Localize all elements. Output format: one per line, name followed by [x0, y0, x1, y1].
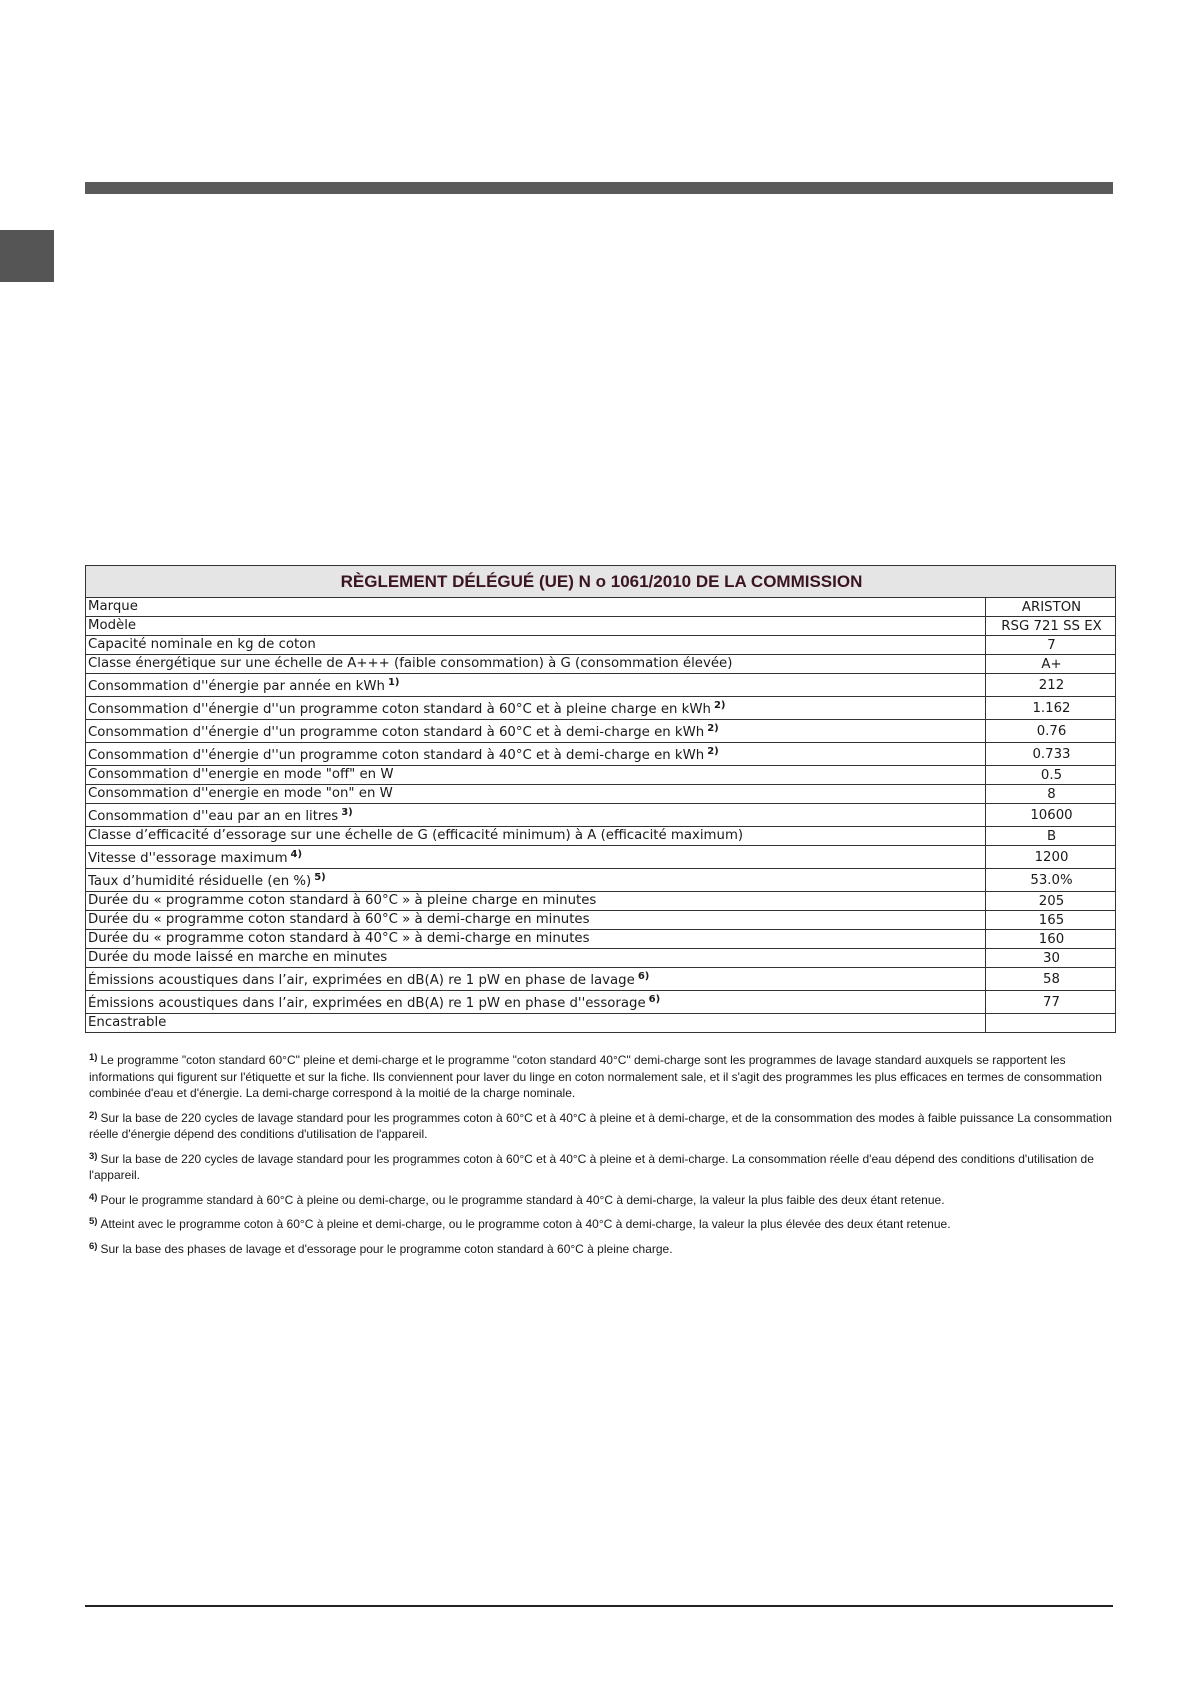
footnote-text: Sur la base des phases de lavage et d'essorage pour le programme coton standard à 60°C à pleine charge. [100, 1241, 673, 1256]
table-title: RÈGLEMENT DÉLÉGUÉ (UE) N o 1061/2010 DE LA COMMISSION [86, 566, 1116, 598]
header-bar [85, 182, 1113, 194]
row-label [86, 617, 986, 636]
footnote-ref: 6) [637, 971, 650, 982]
product-fiche-table [85, 565, 1116, 1033]
table-row [86, 598, 1116, 617]
row-value: ARISTON [986, 598, 1116, 617]
table-row [86, 766, 1116, 785]
row-label-text: Vitesse d''essorage maximum [88, 851, 288, 866]
row-value: RSG 721 SS EX [986, 617, 1116, 636]
row-value: 8 [986, 785, 1116, 804]
footnote-text: Pour le programme standard à 60°C à pleine ou demi-charge, ou le programme standard à 40°C à demi-charge, la valeur la plus faible des deux étant retenue. [100, 1192, 945, 1207]
row-label-text: Capacité nominale en kg de coton [88, 637, 316, 652]
footnote-number: 1) [89, 1052, 98, 1063]
table-row [86, 846, 1116, 869]
table-row [86, 617, 1116, 636]
footnote [89, 1149, 1114, 1184]
table-row [86, 968, 1116, 991]
table-row [86, 1014, 1116, 1033]
row-label [86, 827, 986, 846]
footnote-ref: 2) [707, 723, 719, 734]
row-label [86, 674, 986, 697]
row-label-text: Durée du « programme coton standard à 60°C » à demi-charge en minutes [88, 912, 590, 927]
footnote-text: Atteint avec le programme coton à 60°C à pleine et demi-charge, ou le programme coton à 40°C à demi-charge, la valeur la plus élevée des deux étant retenue. [100, 1217, 951, 1231]
footnote-ref: 3) [341, 807, 353, 818]
row-value: 1200 [986, 846, 1116, 869]
row-label-text: Émissions acoustiques dans l’air, exprimées en dB(A) re 1 pW en phase de lavage [88, 973, 635, 988]
footnote-ref: 6) [648, 994, 661, 1005]
row-label [86, 804, 986, 827]
table-row [86, 930, 1116, 949]
row-label [86, 1014, 986, 1033]
row-label-text: Classe énergétique sur une échelle de A+++ (faible consommation) à G (consommation élevée) [88, 656, 733, 671]
row-label-text: Consommation d''eau par an en litres [88, 809, 339, 824]
footnote [89, 1050, 1114, 1102]
row-label-text: Consommation d''énergie par année en kWh [88, 679, 385, 694]
row-label [86, 892, 986, 911]
table-row [86, 743, 1116, 766]
table-row [86, 911, 1116, 930]
footnote [89, 1190, 1114, 1209]
row-label [86, 720, 986, 743]
table-row [86, 720, 1116, 743]
footnote-ref: 5) [314, 872, 326, 883]
row-label [86, 911, 986, 930]
row-value: 0.733 [986, 743, 1116, 766]
row-value: A+ [986, 655, 1116, 674]
row-label-text: Émissions acoustiques dans l’air, exprimées en dB(A) re 1 pW en phase d''essorage [88, 996, 646, 1011]
footnote-number: 3) [89, 1150, 98, 1162]
row-value: 53.0% [986, 869, 1116, 892]
row-label-text: Modèle [88, 618, 137, 633]
row-label [86, 846, 986, 869]
table-row [86, 697, 1116, 720]
row-label [86, 636, 986, 655]
footnote-text: Sur la base de 220 cycles de lavage standard pour les programmes coton à 60°C et à 40°C à pleine et à demi-charge. La consommation réelle d'eau dépend des conditions d'utilisation de l'appareil. [89, 1151, 1094, 1182]
row-label-text: Consommation d''énergie d''un programme coton standard à 40°C et à demi-charge en kWh [88, 748, 705, 763]
page-side-tab [0, 230, 54, 282]
row-value: 58 [986, 968, 1116, 991]
table-row [86, 674, 1116, 697]
row-label-text: Consommation d''energie en mode "off" en W [88, 767, 394, 782]
table-row [86, 991, 1116, 1014]
row-value: 0.76 [986, 720, 1116, 743]
footnote-text: Sur la base de 220 cycles de lavage standard pour les programmes coton à 60°C et à 40°C à pleine et à demi-charge, et de la consommation des modes à faible puissance La consommation réelle d'énergie dépend des conditions d'utilisation de l'appareil. [89, 1110, 1112, 1141]
row-label [86, 655, 986, 674]
row-label-text: Marque [88, 599, 138, 614]
row-label [86, 991, 986, 1014]
table-row [86, 655, 1116, 674]
footnote-number: 2) [89, 1109, 98, 1121]
row-value: 212 [986, 674, 1116, 697]
table-row [86, 869, 1116, 892]
row-label [86, 697, 986, 720]
row-label [86, 930, 986, 949]
row-label-text: Consommation d''énergie d''un programme coton standard à 60°C et à pleine charge en kWh [88, 702, 711, 717]
table-row [86, 892, 1116, 911]
table-row [86, 785, 1116, 804]
footer-rule [85, 1605, 1113, 1607]
row-label-text: Classe d’efficacité d’essorage sur une échelle de G (efficacité minimum) à A (efficacité maximum) [88, 828, 744, 843]
row-label [86, 949, 986, 968]
footnote-number: 5) [89, 1216, 98, 1227]
row-value: 205 [986, 892, 1116, 911]
row-value: 160 [986, 930, 1116, 949]
row-label [86, 766, 986, 785]
table-row [86, 804, 1116, 827]
row-value: 0.5 [986, 766, 1116, 785]
footnotes [89, 1050, 1114, 1263]
row-label [86, 743, 986, 766]
row-value: 7 [986, 636, 1116, 655]
table-row [86, 636, 1116, 655]
table-body [86, 598, 1116, 1033]
row-value [986, 1014, 1116, 1033]
footnote-ref: 2) [713, 700, 726, 711]
footnote-number: 4) [89, 1191, 98, 1203]
row-value: 1.162 [986, 697, 1116, 720]
footnote [89, 1239, 1114, 1258]
table-row [86, 949, 1116, 968]
footnote-text: Le programme "coton standard 60°C" pleine et demi-charge et le programme "coton standard 40°C" demi-charge sont les programmes de lavage standard auxquels se rapportent les informations qui figurent sur l'étiquette et sur la fiche. Ils conviennent pour laver du linge en coton normalement sale, et il s'agit des programmes les plus efficaces en termes de consommation combinée d'eau et d'énergie. La demi-charge correspond à la moitié de la charge nominale. [89, 1053, 1102, 1100]
row-label-text: Encastrable [88, 1015, 167, 1030]
row-value: B [986, 827, 1116, 846]
row-value: 77 [986, 991, 1116, 1014]
footnote-ref: 4) [290, 849, 303, 860]
row-label-text: Taux d’humidité résiduelle (en %) [88, 874, 312, 889]
row-label-text: Consommation d''énergie d''un programme coton standard à 60°C et à demi-charge en kWh [88, 725, 705, 740]
row-value: 30 [986, 949, 1116, 968]
row-label-text: Durée du « programme coton standard à 40°C » à demi-charge en minutes [88, 931, 590, 946]
row-label-text: Durée du mode laissé en marche en minutes [88, 950, 388, 965]
row-label [86, 598, 986, 617]
row-label [86, 968, 986, 991]
row-label [86, 869, 986, 892]
row-label [86, 785, 986, 804]
footnote-number: 6) [89, 1240, 98, 1252]
row-value: 10600 [986, 804, 1116, 827]
footnote-ref: 1) [387, 677, 400, 688]
row-label-text: Durée du « programme coton standard à 60°C » à pleine charge en minutes [88, 893, 597, 908]
row-label-text: Consommation d''energie en mode "on" en W [88, 786, 393, 801]
table-row [86, 827, 1116, 846]
footnote [89, 1108, 1114, 1143]
footnote-ref: 2) [707, 746, 719, 757]
footnote [89, 1214, 1114, 1233]
row-value: 165 [986, 911, 1116, 930]
